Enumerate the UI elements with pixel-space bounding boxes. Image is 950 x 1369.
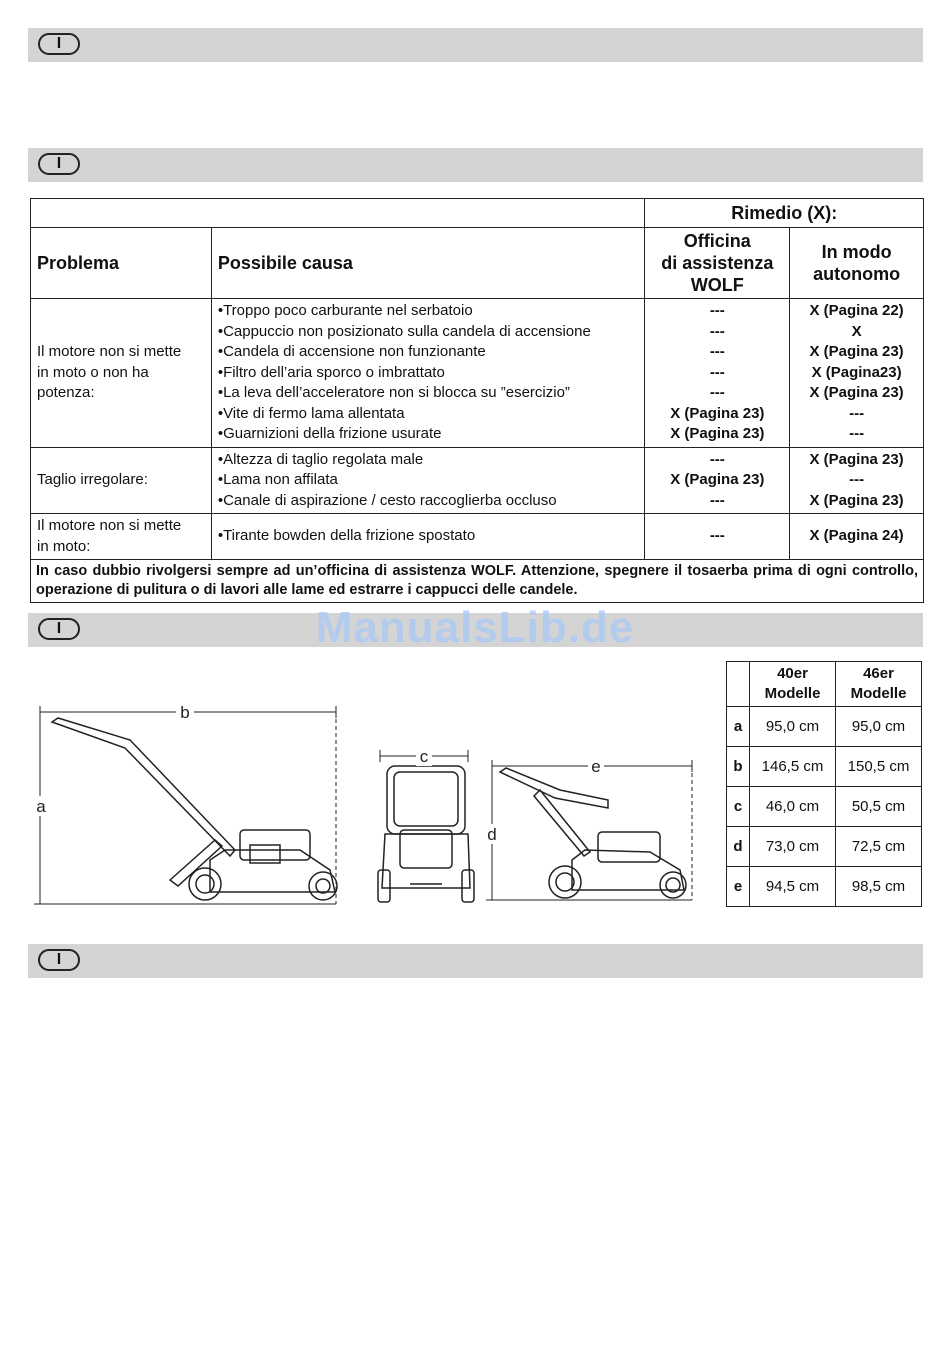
- cause-cell: •Troppo poco carburante nel serbatoio •Cappuccio non posizionato sulla candela di accensione •Candela di accensione non funzionante •Filtro dell’aria sporco o imbrattato •La leva dell’acceleratore non si blocca su ”esercizio” •Vite di fermo lama allentata •Guarnizioni della frizione usurate: [211, 299, 645, 448]
- table-row: [727, 747, 922, 787]
- watermark: ManualsLib.de: [315, 603, 635, 652]
- table-row: [727, 827, 922, 867]
- cause-cell: •Altezza di taglio regolata male •Lama non affilata •Canale di aspirazione / cesto raccoglierba occluso: [211, 447, 645, 514]
- mower-dimension-diagram: [0, 650, 700, 920]
- officina-cell: ---: [645, 514, 790, 560]
- dim-row-label: c: [727, 787, 750, 827]
- col-header-causa: Possibile causa: [211, 228, 645, 299]
- autonomo-cell: X (Pagina 24): [790, 514, 924, 560]
- table-row: [727, 787, 922, 827]
- section-header-4: [28, 944, 923, 978]
- table-row: [31, 447, 924, 514]
- problem-cell: Il motore non si mette in moto:: [31, 514, 212, 560]
- dim-row-label: b: [727, 747, 750, 787]
- dim-value-40er: 146,5 cm: [750, 747, 836, 787]
- mower-side-view: [34, 706, 337, 904]
- table-row: [31, 514, 924, 560]
- problem-cell: Il motore non si mette in moto o non ha potenza:: [31, 299, 212, 448]
- dim-value-46er: 98,5 cm: [836, 867, 922, 907]
- dim-label-c: c: [419, 747, 429, 766]
- header-empty: [31, 199, 645, 228]
- dim-row-label: e: [727, 867, 750, 907]
- table-row: [727, 867, 922, 907]
- mower-folded-view: [486, 760, 692, 900]
- language-badge: I: [38, 949, 80, 971]
- troubleshooting-table: [30, 198, 924, 603]
- col-header-problema: Problema: [31, 228, 212, 299]
- dim-row-label: a: [727, 707, 750, 747]
- dim-row-label: d: [727, 827, 750, 867]
- dim-value-46er: 50,5 cm: [836, 787, 922, 827]
- dimensions-table: [726, 661, 922, 907]
- dims-header-46er: 46er Modelle: [836, 662, 922, 707]
- language-badge: I: [38, 153, 80, 175]
- section-header-1: [28, 28, 923, 62]
- dim-label-b: b: [180, 703, 190, 722]
- officina-cell: --- --- --- --- --- X (Pagina 23) X (Pagina 23): [645, 299, 790, 448]
- autonomo-cell: X (Pagina 23) --- X (Pagina 23): [790, 447, 924, 514]
- col-header-autonomo: In modo autonomo: [790, 228, 924, 299]
- problem-cell: Taglio irregolare:: [31, 447, 212, 514]
- dim-value-46er: 95,0 cm: [836, 707, 922, 747]
- mower-front-view: [378, 750, 474, 902]
- cause-cell: •Tirante bowden della frizione spostato: [211, 514, 645, 560]
- dim-value-40er: 73,0 cm: [750, 827, 836, 867]
- dim-label-d: d: [487, 825, 497, 844]
- autonomo-cell: X (Pagina 22) X X (Pagina 23) X (Pagina23) X (Pagina 23) --- ---: [790, 299, 924, 448]
- rimedio-header: Rimedio (X):: [645, 199, 924, 228]
- dim-value-46er: 150,5 cm: [836, 747, 922, 787]
- officina-cell: --- X (Pagina 23) ---: [645, 447, 790, 514]
- table-row: [727, 707, 922, 747]
- dim-value-40er: 94,5 cm: [750, 867, 836, 907]
- table-row: [31, 299, 924, 448]
- dim-label-e: e: [591, 757, 601, 776]
- dim-value-40er: 46,0 cm: [750, 787, 836, 827]
- language-badge: I: [38, 618, 80, 640]
- dims-header-40er: 40er Modelle: [750, 662, 836, 707]
- dims-header-empty: [727, 662, 750, 707]
- language-badge: I: [38, 33, 80, 55]
- dim-value-40er: 95,0 cm: [750, 707, 836, 747]
- safety-note: In caso dubbio rivolgersi sempre ad un’officina di assistenza WOLF. Attenzione, spegnere il tosaerba prima di ogni controllo, operazione di pulitura o di lavori alle lame ed estrarre i cappucci delle candele.: [31, 560, 924, 603]
- section-header-2: [28, 148, 923, 182]
- dim-label-a: a: [36, 797, 46, 816]
- col-header-officina: Officina di assistenza WOLF: [645, 228, 790, 299]
- dim-value-46er: 72,5 cm: [836, 827, 922, 867]
